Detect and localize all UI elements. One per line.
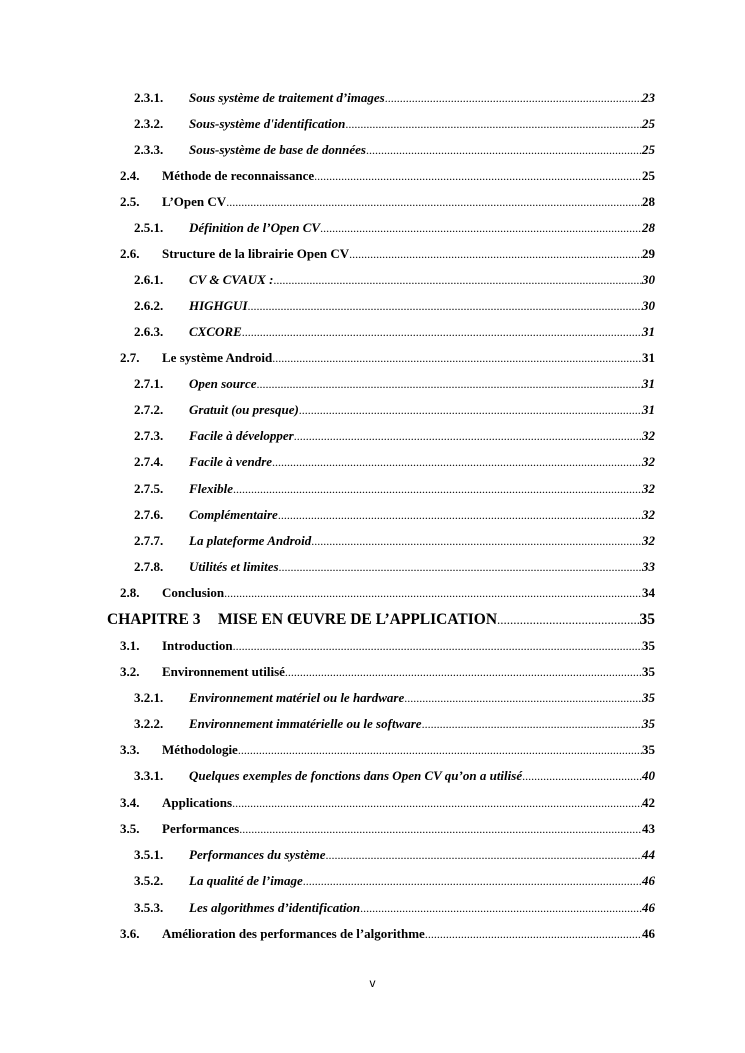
toc-entry-page: 28 bbox=[642, 220, 655, 235]
toc-entry-number: 2.3.2. bbox=[134, 116, 164, 131]
toc-entry-title: Sous-système de base de données bbox=[189, 142, 366, 157]
toc-entry-page: 44 bbox=[642, 847, 655, 862]
toc-entry[interactable] bbox=[134, 376, 655, 392]
toc-entry-title: La plateforme Android bbox=[189, 533, 312, 548]
toc-entry-number: 3.4. bbox=[120, 795, 140, 810]
toc-dot-leader bbox=[226, 194, 642, 210]
toc-entry-page: 32 bbox=[642, 428, 655, 443]
toc-dot-leader bbox=[294, 428, 642, 444]
toc-entry-title: Structure de la librairie Open CV bbox=[162, 246, 350, 261]
toc-dot-leader bbox=[497, 610, 639, 629]
toc-entry-number: 2.6.2. bbox=[134, 298, 164, 313]
toc-entry-page: 35 bbox=[642, 664, 655, 679]
toc-entry[interactable] bbox=[120, 638, 655, 654]
toc-dot-leader bbox=[425, 926, 642, 942]
toc-entry[interactable] bbox=[134, 481, 655, 497]
toc-entry-page: 31 bbox=[642, 402, 655, 417]
toc-dot-leader bbox=[314, 168, 642, 184]
toc-entry[interactable] bbox=[134, 298, 655, 314]
toc-entry[interactable] bbox=[120, 585, 655, 601]
toc-entry-title: Performances bbox=[162, 821, 240, 836]
toc-entry-page: 32 bbox=[642, 454, 655, 469]
toc-entry-number: 3.2. bbox=[120, 664, 140, 679]
toc-dot-leader bbox=[345, 116, 642, 132]
toc-entry-number: 2.7.5. bbox=[134, 481, 164, 496]
toc-entry-number: 2.5. bbox=[120, 194, 140, 209]
toc-dot-leader bbox=[248, 298, 642, 314]
toc-entry-title: Environnement matériel ou le hardware bbox=[189, 690, 405, 705]
toc-entry[interactable] bbox=[134, 559, 655, 575]
toc-entry-title: MISE EN ŒUVRE DE L’APPLICATION bbox=[218, 611, 498, 628]
toc-entry-number: 2.7.6. bbox=[134, 507, 164, 522]
toc-entry[interactable] bbox=[120, 742, 655, 758]
toc-entry-page: 34 bbox=[642, 585, 655, 600]
toc-entry-number: 2.7.8. bbox=[134, 559, 164, 574]
toc-entry-page: 32 bbox=[642, 507, 655, 522]
toc-entry-number: 3.2.2. bbox=[134, 716, 164, 731]
page-number: v bbox=[369, 976, 376, 990]
toc-dot-leader bbox=[238, 742, 642, 758]
toc-entry[interactable] bbox=[120, 246, 655, 262]
toc-entry-title: Introduction bbox=[162, 638, 233, 653]
toc-entry[interactable] bbox=[134, 768, 655, 784]
toc-entry-page: 30 bbox=[642, 272, 655, 287]
toc-entry-number: 3.3. bbox=[120, 742, 140, 757]
toc-entry-number: 3.3.1. bbox=[134, 768, 164, 783]
toc-entry-page: 31 bbox=[642, 350, 655, 365]
toc-entry-title: Environnement immatérielle ou le software bbox=[189, 716, 422, 731]
toc-entry[interactable] bbox=[134, 690, 655, 706]
toc-entry[interactable] bbox=[134, 116, 655, 132]
toc-entry-title: Quelques exemples de fonctions dans Open CV qu’on a utilisé bbox=[189, 768, 523, 783]
toc-dot-leader bbox=[422, 716, 642, 732]
toc-dot-leader bbox=[325, 847, 642, 863]
toc-entry-number: 2.8. bbox=[120, 585, 140, 600]
toc-entry-number: 2.3.1. bbox=[134, 90, 164, 105]
toc-entry-title: Sous système de traitement d’images bbox=[189, 90, 385, 105]
toc-dot-leader bbox=[366, 142, 642, 158]
toc-entry-number: 2.5.1. bbox=[134, 220, 164, 235]
toc-entry[interactable] bbox=[134, 428, 655, 444]
toc-dot-leader bbox=[224, 585, 642, 601]
toc-entry-title: Facile à développer bbox=[189, 428, 294, 443]
toc-entry-title: Amélioration des performances de l’algorithme bbox=[162, 926, 425, 941]
toc-dot-leader bbox=[232, 795, 642, 811]
toc-entry-title: Définition de l’Open CV bbox=[189, 220, 321, 235]
toc-entry-title: Performances du système bbox=[189, 847, 326, 862]
toc-dot-leader bbox=[303, 873, 642, 889]
toc-entry-title: HIGHGUI bbox=[189, 298, 248, 313]
toc-dot-leader bbox=[239, 821, 642, 837]
toc-entry[interactable] bbox=[134, 272, 655, 288]
toc-entry-page: 35 bbox=[642, 690, 655, 705]
toc-entry-page: 25 bbox=[642, 168, 655, 183]
toc-dot-leader bbox=[257, 376, 642, 392]
toc-entry-title: La qualité de l’image bbox=[189, 873, 303, 888]
toc-entry-page: 46 bbox=[642, 900, 655, 915]
toc-entry-number: 2.6.1. bbox=[134, 272, 164, 287]
toc-entry-title: CV & CVAUX : bbox=[189, 272, 274, 287]
toc-entry[interactable] bbox=[134, 507, 655, 523]
toc-dot-leader bbox=[299, 402, 642, 418]
toc-entry-number: 2.7. bbox=[120, 350, 140, 365]
toc-entry-title: Sous-système d'identification bbox=[189, 116, 346, 131]
toc-entry[interactable] bbox=[120, 350, 655, 366]
toc-entry[interactable] bbox=[134, 142, 655, 158]
toc-entry-title: Utilités et limites bbox=[189, 559, 279, 574]
toc-entry-number: 3.5.2. bbox=[134, 873, 164, 888]
toc-entry-number: 3.6. bbox=[120, 926, 140, 941]
toc-entry[interactable] bbox=[120, 795, 655, 811]
toc-dot-leader bbox=[311, 533, 642, 549]
toc-entry-title: Méthodologie bbox=[162, 742, 238, 757]
toc-entry[interactable] bbox=[134, 873, 655, 889]
toc-entry[interactable] bbox=[134, 454, 655, 470]
toc-entry[interactable] bbox=[120, 664, 655, 680]
toc-entry-page: 35 bbox=[642, 638, 655, 653]
toc-entry[interactable] bbox=[120, 926, 655, 942]
toc-entry-title: Applications bbox=[162, 795, 233, 810]
toc-dot-leader bbox=[272, 454, 642, 470]
toc-entry-page: 46 bbox=[642, 926, 655, 941]
toc-dot-leader bbox=[349, 246, 642, 262]
toc-chapter-entry[interactable] bbox=[107, 610, 655, 629]
toc-entry-page: 33 bbox=[642, 559, 655, 574]
toc-entry[interactable] bbox=[120, 821, 655, 837]
toc-entry-page: 32 bbox=[642, 533, 655, 548]
toc-entry-page: 43 bbox=[642, 821, 655, 836]
toc-entry-title: Le système Android bbox=[162, 350, 273, 365]
toc-entry-page: 31 bbox=[642, 376, 655, 391]
toc-entry-number: 2.7.1. bbox=[134, 376, 164, 391]
toc-entry-page: 31 bbox=[642, 324, 655, 339]
toc-entry-title: Complémentaire bbox=[189, 507, 278, 522]
toc-entry[interactable] bbox=[134, 533, 655, 549]
toc-dot-leader bbox=[272, 350, 642, 366]
toc-dot-leader bbox=[285, 664, 642, 680]
toc-dot-leader bbox=[522, 768, 642, 784]
toc-entry[interactable] bbox=[134, 324, 655, 340]
toc-entry-number: CHAPITRE 3 bbox=[107, 611, 201, 628]
toc-entry[interactable] bbox=[134, 220, 655, 236]
toc-entry-title: Open source bbox=[189, 376, 257, 391]
toc-entry-number: 2.3.3. bbox=[134, 142, 164, 157]
toc-entry-number: 2.7.7. bbox=[134, 533, 164, 548]
toc-entry[interactable] bbox=[134, 402, 655, 418]
toc-entry[interactable] bbox=[134, 847, 655, 863]
toc-entry-page: 23 bbox=[642, 90, 655, 105]
toc-dot-leader bbox=[278, 507, 642, 523]
toc-entry-title: Gratuit (ou presque) bbox=[189, 402, 299, 417]
toc-entry[interactable] bbox=[134, 900, 655, 916]
toc-dot-leader bbox=[233, 638, 642, 654]
toc-entry-title: L’Open CV bbox=[162, 194, 227, 209]
toc-entry-number: 3.5.1. bbox=[134, 847, 164, 862]
toc-entry[interactable] bbox=[134, 90, 655, 106]
toc-entry-title: CXCORE bbox=[189, 324, 242, 339]
toc-entry-title: Méthode de reconnaissance bbox=[162, 168, 315, 183]
toc-entry-number: 2.6.3. bbox=[134, 324, 164, 339]
toc-entry-title: Flexible bbox=[189, 481, 234, 496]
toc-entry-title: Conclusion bbox=[162, 585, 225, 600]
toc-entry-title: Environnement utilisé bbox=[162, 664, 285, 679]
toc-entry-page: 32 bbox=[642, 481, 655, 496]
toc-entry-page: 35 bbox=[642, 742, 655, 757]
toc-entry-page: 29 bbox=[642, 246, 655, 261]
toc-entry-number: 2.7.4. bbox=[134, 454, 164, 469]
toc-dot-leader bbox=[385, 90, 642, 106]
toc-entry-page: 30 bbox=[642, 298, 655, 313]
toc-entry[interactable] bbox=[134, 716, 655, 732]
toc-entry-number: 3.5.3. bbox=[134, 900, 164, 915]
toc-entry-page: 46 bbox=[642, 873, 655, 888]
toc-dot-leader bbox=[233, 481, 642, 497]
toc-entry-title: Les algorithmes d’identification bbox=[189, 900, 361, 915]
toc-entry-number: 2.6. bbox=[120, 246, 140, 261]
toc-entry-number: 2.4. bbox=[120, 168, 140, 183]
toc-dot-leader bbox=[360, 900, 642, 916]
toc-entry-page: 25 bbox=[642, 116, 655, 131]
toc-entry-title: Facile à vendre bbox=[189, 454, 273, 469]
toc-dot-leader bbox=[279, 559, 642, 575]
toc-entry-page: 35 bbox=[642, 716, 655, 731]
toc-entry-number: 3.5. bbox=[120, 821, 140, 836]
toc-entry-page: 40 bbox=[642, 768, 655, 783]
toc-entry-page: 35 bbox=[639, 611, 655, 628]
toc-dot-leader bbox=[242, 324, 642, 340]
toc-entry-number: 2.7.2. bbox=[134, 402, 164, 417]
toc-entry-page: 25 bbox=[642, 142, 655, 157]
toc-entry-page: 28 bbox=[642, 194, 655, 209]
toc-entry[interactable] bbox=[120, 168, 655, 184]
toc-entry-number: 3.2.1. bbox=[134, 690, 164, 705]
toc-dot-leader bbox=[404, 690, 642, 706]
toc-dot-leader bbox=[273, 272, 642, 288]
toc-entry-number: 2.7.3. bbox=[134, 428, 164, 443]
toc-entry-number: 3.1. bbox=[120, 638, 140, 653]
toc-dot-leader bbox=[320, 220, 642, 236]
toc-entry-page: 42 bbox=[642, 795, 655, 810]
toc-entry[interactable] bbox=[120, 194, 655, 210]
